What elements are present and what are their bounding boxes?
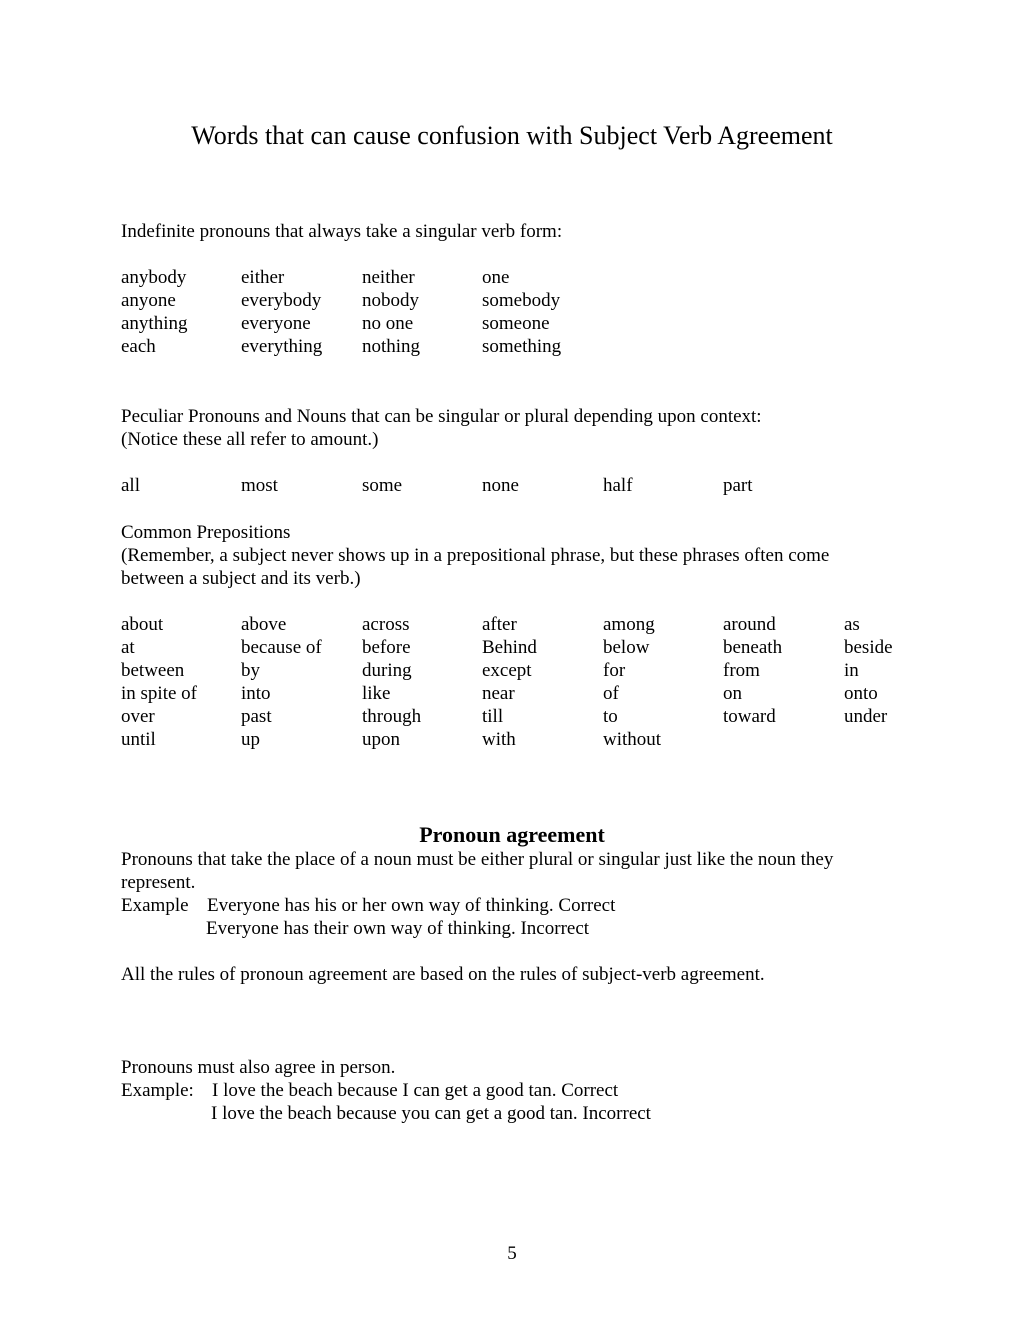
- table-row: [121, 705, 911, 728]
- word-cell: Behind: [482, 637, 537, 658]
- word-cell: either: [241, 267, 285, 288]
- word-cell: in spite of: [121, 683, 197, 704]
- prepositions-section: [121, 521, 911, 751]
- table-row: [121, 613, 911, 636]
- word-cell: above: [241, 614, 287, 635]
- word-cell: beneath: [723, 637, 783, 658]
- word-cell: as: [844, 614, 860, 635]
- peculiar-pronouns-section: [121, 405, 911, 497]
- pronoun-person-section: [121, 1056, 911, 1125]
- word-cell: half: [603, 475, 633, 496]
- word-cell: toward: [723, 706, 776, 727]
- word-cell: till: [482, 706, 504, 727]
- word-cell: past: [241, 706, 272, 727]
- pronoun-desc-line-1: Pronouns that take the place of a noun must be either plural or singular just like the noun they: [121, 849, 834, 870]
- word-cell: between: [121, 660, 185, 681]
- page-title: Words that can cause confusion with Subject Verb Agreement: [191, 121, 833, 150]
- word-cell: after: [482, 614, 517, 635]
- word-cell: anyone: [121, 290, 176, 311]
- word-cell: most: [241, 475, 278, 496]
- word-cell: of: [603, 683, 619, 704]
- word-cell: each: [121, 336, 156, 357]
- word-cell: upon: [362, 729, 400, 750]
- word-cell: nobody: [362, 290, 419, 311]
- pronoun-desc-line-2: represent.: [121, 872, 196, 893]
- table-row: [121, 636, 911, 659]
- word-cell: until: [121, 729, 156, 750]
- word-cell: on: [723, 683, 742, 704]
- table-row: [121, 659, 911, 682]
- word-cell: among: [603, 614, 655, 635]
- example-label: Example: [121, 895, 189, 916]
- word-cell: onto: [844, 683, 878, 704]
- word-cell: from: [723, 660, 760, 681]
- word-cell: by: [241, 660, 260, 681]
- word-cell: through: [362, 706, 422, 727]
- person-intro: Pronouns must also agree in person.: [121, 1057, 396, 1078]
- prepositions-note-line-2: between a subject and its verb.): [121, 568, 361, 589]
- word-cell: over: [121, 706, 155, 727]
- word-cell: around: [723, 614, 776, 635]
- word-cell: all: [121, 475, 140, 496]
- table-row: [121, 312, 911, 335]
- word-cell: for: [603, 660, 626, 681]
- word-cell: with: [482, 729, 516, 750]
- word-cell: everything: [241, 336, 323, 357]
- word-cell: one: [482, 267, 510, 288]
- word-cell: before: [362, 637, 411, 658]
- person-example-label: Example:: [121, 1080, 194, 1101]
- word-cell: except: [482, 660, 532, 681]
- peculiar-note: (Notice these all refer to amount.): [121, 429, 379, 450]
- prepositions-note-line-1: (Remember, a subject never shows up in a prepositional phrase, but these phrases often come: [121, 545, 830, 566]
- word-cell: in: [844, 660, 859, 681]
- word-cell: because of: [241, 637, 322, 658]
- word-cell: something: [482, 336, 562, 357]
- word-cell: no one: [362, 313, 414, 334]
- table-row: [121, 266, 911, 289]
- word-cell: everybody: [241, 290, 322, 311]
- word-cell: somebody: [482, 290, 561, 311]
- word-cell: under: [844, 706, 888, 727]
- word-cell: up: [241, 729, 260, 750]
- indefinite-pronouns-section: [121, 220, 911, 358]
- word-cell: across: [362, 614, 410, 635]
- word-cell: about: [121, 614, 164, 635]
- word-cell: into: [241, 683, 271, 704]
- word-cell: some: [362, 475, 403, 496]
- table-row: [121, 289, 911, 312]
- pronoun-agreement-section: [121, 848, 911, 986]
- person-correct-text: I love the beach because I can get a good tan. Correct: [212, 1080, 619, 1101]
- word-cell: neither: [362, 267, 415, 288]
- word-cell: to: [603, 706, 618, 727]
- word-cell: nothing: [362, 336, 421, 357]
- table-row: [121, 728, 911, 751]
- pronoun-agreement-heading: Pronoun agreement: [419, 822, 605, 847]
- word-cell: during: [362, 660, 412, 681]
- word-cell: everyone: [241, 313, 311, 334]
- word-cell: someone: [482, 313, 550, 334]
- table-row: [121, 335, 911, 358]
- example-incorrect-line: Everyone has their own way of thinking. Incorrect: [206, 918, 590, 939]
- indefinite-intro: Indefinite pronouns that always take a singular verb form:: [121, 221, 563, 242]
- word-cell: anybody: [121, 267, 187, 288]
- word-cell: at: [121, 637, 135, 658]
- word-cell: none: [482, 475, 519, 496]
- word-cell: without: [603, 729, 662, 750]
- agreement-rule: All the rules of pronoun agreement are based on the rules of subject-verb agreement.: [121, 964, 765, 985]
- indefinite-word-table: [121, 266, 911, 358]
- word-cell: near: [482, 683, 515, 704]
- person-correct-line: [121, 1079, 911, 1102]
- example-correct-line: [121, 894, 911, 917]
- prepositions-heading: Common Prepositions: [121, 522, 291, 543]
- example-correct-text: Everyone has his or her own way of thinking. Correct: [207, 895, 616, 916]
- word-cell: beside: [844, 637, 893, 658]
- table-row: [121, 682, 911, 705]
- peculiar-word-row: [121, 474, 911, 497]
- word-cell: below: [603, 637, 650, 658]
- page-number: 5: [507, 1243, 517, 1264]
- person-incorrect-line: I love the beach because you can get a good tan. Incorrect: [211, 1103, 651, 1124]
- word-cell: part: [723, 475, 753, 496]
- prepositions-word-table: [121, 613, 911, 751]
- peculiar-intro: Peculiar Pronouns and Nouns that can be singular or plural depending upon context:: [121, 406, 762, 427]
- word-cell: anything: [121, 313, 188, 334]
- word-cell: like: [362, 683, 391, 704]
